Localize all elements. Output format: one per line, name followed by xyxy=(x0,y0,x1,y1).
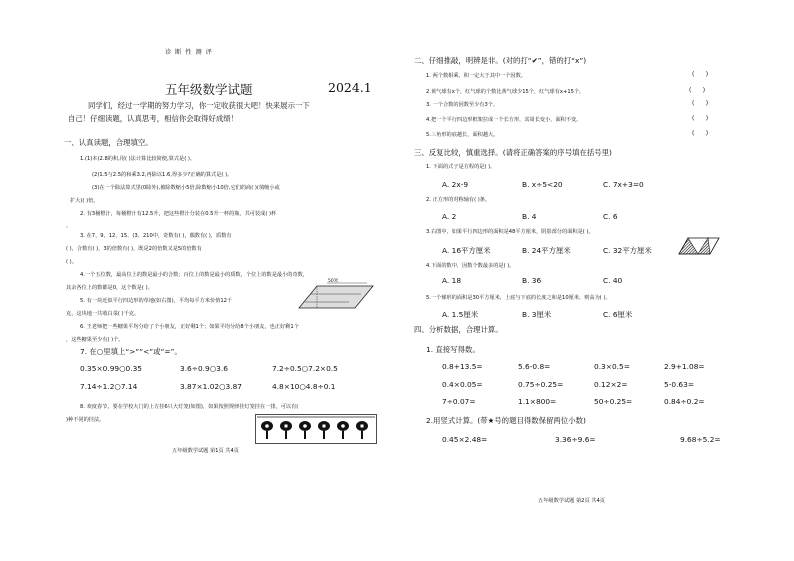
mc-5-question: 5.一个梯形的面积是30平方厘米，上底与下底的长度之和是10厘米，则高为( )。 xyxy=(426,295,611,301)
q5-line-2: 克，这块地一共收白菜( )千克。 xyxy=(66,311,140,317)
exam-year: 2024.1 xyxy=(328,80,372,95)
mc-4-option-b: B. 36 xyxy=(522,276,542,285)
q3-line-2: ( )，合数有( )，3的倍数有( )，既是2的倍数又是5的倍数有 xyxy=(66,246,202,252)
calc-r3-c1: 7÷0.07= xyxy=(442,397,476,406)
mc-1-option-c: C. 7x+3=0 xyxy=(603,180,644,189)
section-4-heading: 四、分析数据，合理计算。 xyxy=(414,325,503,334)
mc-2-option-c: C. 6 xyxy=(603,212,618,221)
tf-4-answer-box[interactable]: ( ) xyxy=(692,115,709,122)
figure-length-label: 50米 xyxy=(328,279,339,284)
tf-1-answer-box[interactable]: ( ) xyxy=(692,71,709,78)
top-title: 诊 断 性 测 评 xyxy=(165,49,213,56)
mc-4-question: 4.下面的数中，因数个数最多的是( )。 xyxy=(426,263,515,269)
q7-item-1: 0.35×0.99○0.35 xyxy=(80,364,143,373)
q1-line-3: (3)在一个除法算式里(0除外),被除数缩小5倍,除数缩小10倍,它们的商( )(填缩小或 xyxy=(92,185,280,191)
section-2-heading: 二、仔细推敲，明辨是非。(对的打“✔”，错的打“x”) xyxy=(414,56,587,65)
q4-line-1: 4.一个五位数，最高位上的数是最小的合数；百位上的数是最小的质数，个位上的数是最小的奇数， xyxy=(80,272,309,278)
q3-line-3: ( )。 xyxy=(66,259,77,265)
exam-title: 五年级数学试题 xyxy=(165,82,253,97)
mc-2-option-b: B. 4 xyxy=(522,212,537,221)
q7-item-5: 3.87×1.02○3.87 xyxy=(180,382,243,391)
tf-1: 1. 两个数相乘，积一定大于其中一个因数。 xyxy=(426,73,526,79)
vertical-calc-3: 9.68÷5.2= xyxy=(680,435,721,444)
calc-r2-c4: 5-0.63= xyxy=(664,380,695,389)
q3-line-1: 3. 在7、9、12、15、(3、210中，奇数有( )，偶数有( )，质数有 xyxy=(80,233,232,239)
calc-r1-c1: 0.8+13.5= xyxy=(442,362,483,371)
mc-5-option-b: B. 3厘米 xyxy=(522,310,552,319)
q6-line-2: ，这些糖果至少有( )个。 xyxy=(66,337,124,343)
tf-5: 5.三角形的底越长，面积越大。 xyxy=(426,132,499,138)
mc-1-option-b: B. x÷5<20 xyxy=(522,180,563,189)
mc-2-option-a: A. 2 xyxy=(442,212,457,221)
q1-line-2: (2)1.5与2.5的和乘3.2,再除以1.6,得多少?正确的算式是( )。 xyxy=(92,172,233,178)
section-1-heading: 一、认真读题，合理填空。 xyxy=(64,138,153,147)
calc-r3-c2: 1.1×800= xyxy=(518,397,557,406)
q2-line-1: 2. 有3桶橙汁，每桶橙汁有12.5升，把这些橙汁分装在0.5升一杯的瓶，共可装成( )杯 xyxy=(80,211,277,217)
tf-2: 2.黄气球有x个，红气球的个数比黄气球少15个，红气球有x+15个。 xyxy=(426,89,585,95)
page-2-footer: 五年级数学试题 第2页 共4页 xyxy=(538,498,605,504)
calc-r2-c2: 0.75÷0.25= xyxy=(518,380,564,389)
tf-2-answer-box[interactable]: ( ) xyxy=(689,87,706,94)
grassland-figure xyxy=(287,280,377,312)
page-1-footer: 五年级数学试题 第1页 共4页 xyxy=(172,448,239,454)
q2-line-2: 。 xyxy=(66,223,72,229)
calc-r3-c4: 0.84÷0.2= xyxy=(664,397,705,406)
mc-3-option-a: A. 16平方厘米 xyxy=(442,246,491,255)
shaded-parallelogram-figure xyxy=(678,236,720,256)
calc-r2-c1: 0.4×0.05= xyxy=(442,380,483,389)
mc-3-option-b: B. 24平方厘米 xyxy=(522,246,571,255)
calc-r1-c3: 0.3×0.5= xyxy=(594,362,630,371)
section-3-heading: 三、反复比较，慎重选择。(请将正确答案的序号填在括号里) xyxy=(414,148,612,157)
tf-5-answer-box[interactable]: ( ) xyxy=(692,130,709,137)
mc-1-question: 1. 下面的式子是方程的是( )。 xyxy=(426,164,496,170)
q6-line-1: 6. 王老师把一些糖果平均分给了个小朋友，正好剩1个；如果平均分给8个小朋友，也正好剩1个 xyxy=(80,324,299,330)
calc-r1-c2: 5.6-0.8= xyxy=(518,362,551,371)
vertical-calc-1: 0.45×2.48= xyxy=(442,435,488,444)
tf-3-answer-box[interactable]: ( ) xyxy=(692,100,709,107)
mc-3-option-c: C. 32平方厘米 xyxy=(603,246,652,255)
q7-item-2: 3.6÷0.9○3.6 xyxy=(180,364,228,373)
q7-heading: 7. 在○里填上“>”“<”或“=”。 xyxy=(80,347,182,356)
tf-3: 3. 一个合数的因数至少有3个。 xyxy=(426,102,499,108)
q8-line-2: )种不同的挂法。 xyxy=(66,417,105,423)
q1-line-4: 扩大)( )倍。 xyxy=(70,198,99,204)
intro-line-2: 自己！仔细读题，认真思考，相信你会取得好成绩！ xyxy=(68,114,238,123)
calc-r2-c3: 0.12×2= xyxy=(594,380,628,389)
intro-line-1: 同学们，经过一学期的努力学习，你一定收获很大吧！快来展示一下 xyxy=(88,101,310,110)
mc-1-option-a: A. 2x-9 xyxy=(442,180,469,189)
calc-r1-c4: 2.9+1.08= xyxy=(664,362,705,371)
mc-5-option-a: A. 1.5厘米 xyxy=(442,310,479,319)
q5-line-1: 5. 有一块近似平行四边形的草地(如右图)，平均每平方米价值12千 xyxy=(80,298,233,304)
subsection-2-heading: 2.用竖式计算。(带★号的题目得数保留两位小数) xyxy=(426,416,586,425)
lanterns-picture xyxy=(255,414,377,444)
q8-line-1: 8. 欢度春节，要在学校大门的上方挂6只大灯笼(如图)，如果按照规律挂灯笼挂在一排，可以有( xyxy=(80,404,299,410)
q1-line-1: 1.(1)本(2.8的积,用( )法计算比较简便,算式是( )。 xyxy=(80,156,196,162)
tf-4: 4.把一个平行四边形框架拉成一个长方形，其周长变小，面积不变。 xyxy=(426,117,582,123)
q4-line-2: 其余各位上的数都是0，这个数是( )。 xyxy=(66,285,153,291)
vertical-calc-2: 3.36÷9.6= xyxy=(555,435,596,444)
mc-4-option-a: A. 18 xyxy=(442,276,462,285)
calc-r3-c3: 50÷0.25= xyxy=(594,397,633,406)
q7-item-6: 4.8×10○4.8÷0.1 xyxy=(272,382,336,391)
mc-5-option-c: C. 6厘米 xyxy=(603,310,633,319)
mc-2-question: 2. 正方形的对称轴有( )条。 xyxy=(426,197,491,203)
mc-4-option-c: C. 40 xyxy=(603,276,623,285)
q7-item-3: 7.2÷0.5○7.2×0.5 xyxy=(272,364,338,373)
q7-item-4: 7.14÷1.2○7.14 xyxy=(80,382,138,391)
subsection-1-heading: 1. 直接写得数。 xyxy=(426,345,480,354)
mc-3-question: 3.右图中，如果平行四边形的面积是48平方厘米，阴影部分的面积是( )。 xyxy=(426,229,594,235)
